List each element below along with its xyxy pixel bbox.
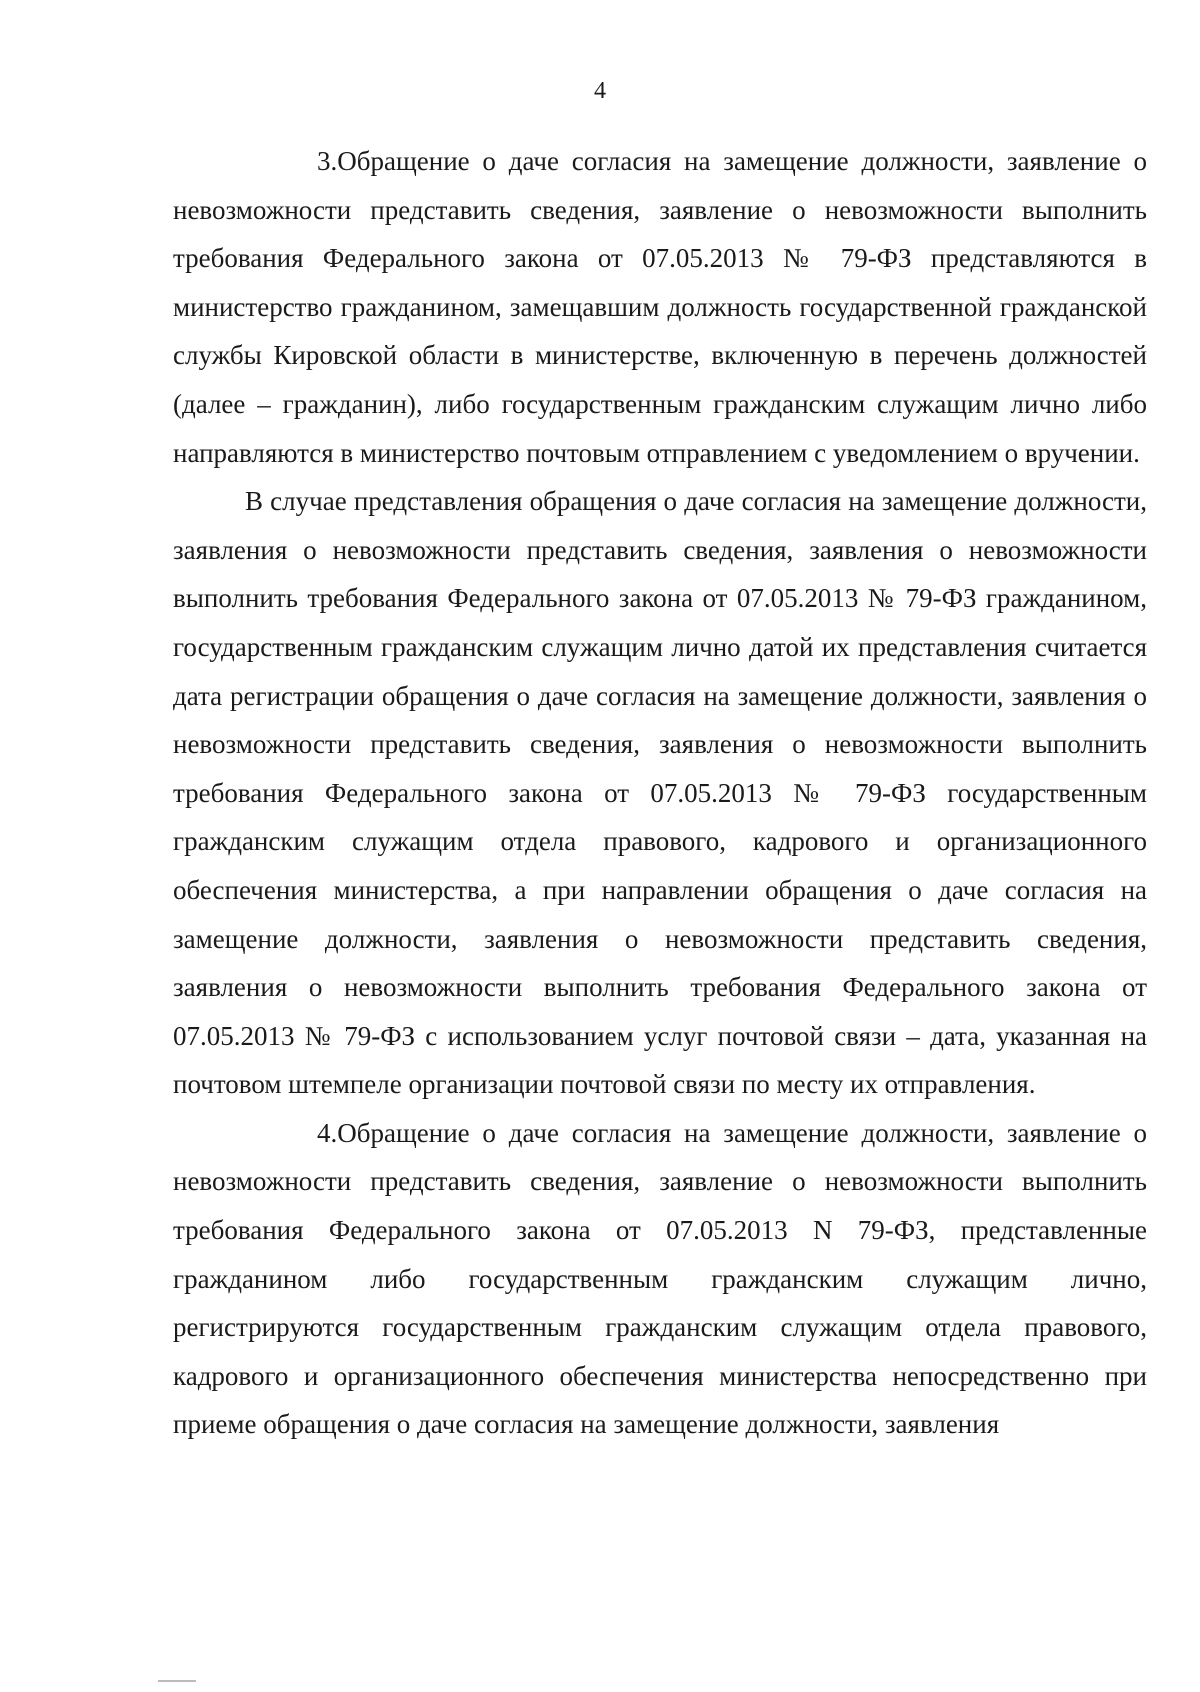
paragraph-text: В случае представления обращения о даче согласия на замещение должности, заявления о невозможности представить сведения, заявления о невозможности выполнить требования Федерального закона от 07.05.2013 № 79-ФЗ гражданином, государственным гражданским служащим лично датой их представления считается дата регистрации обращения о даче согласия на замещение должности, заявления о невозможности представить сведения, заявления о невозможности выполнить требования Федерального закона от 07.05.2013 № 79-ФЗ государственным гражданским служащим отдела правового, кадрового и организационного обеспечения министерства, а при направлении обращения о даче согласия на замещение должности, заявления о невозможности представить сведения, заявления о невозможности выполнить требования Федерального закона от 07.05.2013 № 79-ФЗ с использованием услуг почтовой связи – дата, указанная на почтовом штемпеле организации почтовой связи по месту их отправления.	[173, 486, 1147, 1100]
paragraph-3	[173, 137, 1147, 477]
paragraph-3-continuation	[173, 477, 1147, 1109]
paragraph-4	[173, 1109, 1147, 1449]
paragraph-text: Обращение о даче согласия на замещение должности, заявление о невозможности представить сведения, заявление о невозможности выполнить требования Федерального закона от 07.05.2013 № 79-ФЗ представляются в министерство гражданином, замещавшим должность государственной гражданской службы Кировской области в министерстве, включенную в перечень должностей (далее – гражданин), либо государственным гражданским служащим лично либо направляются в министерство почтовым отправлением с уведомлением о вручении.	[173, 146, 1147, 468]
paragraph-number: 4.	[317, 1117, 338, 1148]
paragraph-text: Обращение о даче согласия на замещение должности, заявление о невозможности представить сведения, заявление о невозможности выполнить требования Федерального закона от 07.05.2013 N 79-ФЗ, представленные гражданином либо государственным гражданским служащим лично, регистрируются государственным гражданским служащим отдела правового, кадрового и организационного обеспечения министерства непосредственно при приеме обращения о даче согласия на замещение должности, заявления	[173, 1117, 1147, 1440]
page-number: 4	[594, 78, 606, 104]
document-body	[173, 137, 1147, 1449]
paragraph-number: 3.	[317, 146, 338, 176]
scan-artifact	[158, 1680, 196, 1682]
